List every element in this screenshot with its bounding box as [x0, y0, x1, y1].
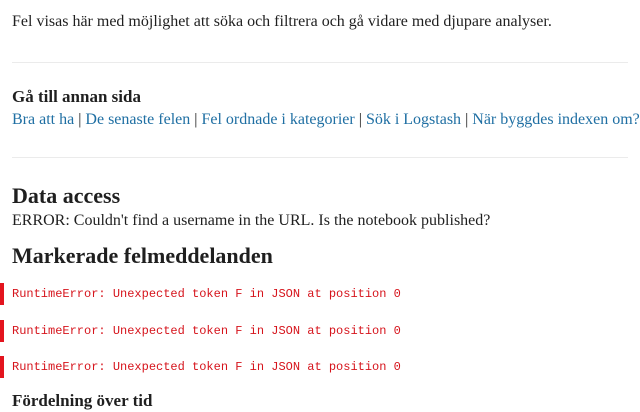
error-bar [0, 356, 4, 378]
distribution-heading: Fördelning över tid [12, 391, 153, 410]
error-message-block [0, 283, 640, 305]
link-bra-att-ha[interactable]: Bra att ha [12, 111, 75, 128]
intro-text: Fel visas här med möjlighet att söka och filtrera och gå vidare med djupare analyser. [12, 13, 552, 30]
link-fel-kategorier[interactable]: Fel ordnade i kategorier [201, 111, 355, 128]
marked-errors-heading: Markerade felmeddelanden [12, 243, 273, 268]
section-divider [12, 62, 628, 63]
data-access-heading: Data access [12, 183, 121, 208]
data-access-error: ERROR: Couldn't find a username in the URL. Is the notebook published? [12, 212, 491, 229]
navigation-links [12, 110, 640, 130]
link-separator: | [78, 111, 82, 128]
error-message: RuntimeError: Unexpected token F in JSON at position 0 [12, 324, 401, 338]
link-sok-logstash[interactable]: Sök i Logstash [365, 111, 462, 128]
link-separator: | [465, 111, 469, 128]
error-message-block [0, 356, 640, 378]
error-bar [0, 283, 4, 305]
section-divider [12, 157, 628, 158]
error-message: RuntimeError: Unexpected token F in JSON at position 0 [12, 360, 401, 374]
link-senaste-felen[interactable]: De senaste felen [85, 111, 191, 128]
link-index-ombyggnad[interactable]: När byggdes indexen om? [472, 111, 640, 128]
error-message: RuntimeError: Unexpected token F in JSON at position 0 [12, 287, 401, 301]
error-bar [0, 320, 4, 342]
error-message-block [0, 320, 640, 342]
link-separator: | [194, 111, 198, 128]
navigation-heading: Gå till annan sida [12, 87, 141, 106]
link-separator: | [358, 111, 362, 128]
